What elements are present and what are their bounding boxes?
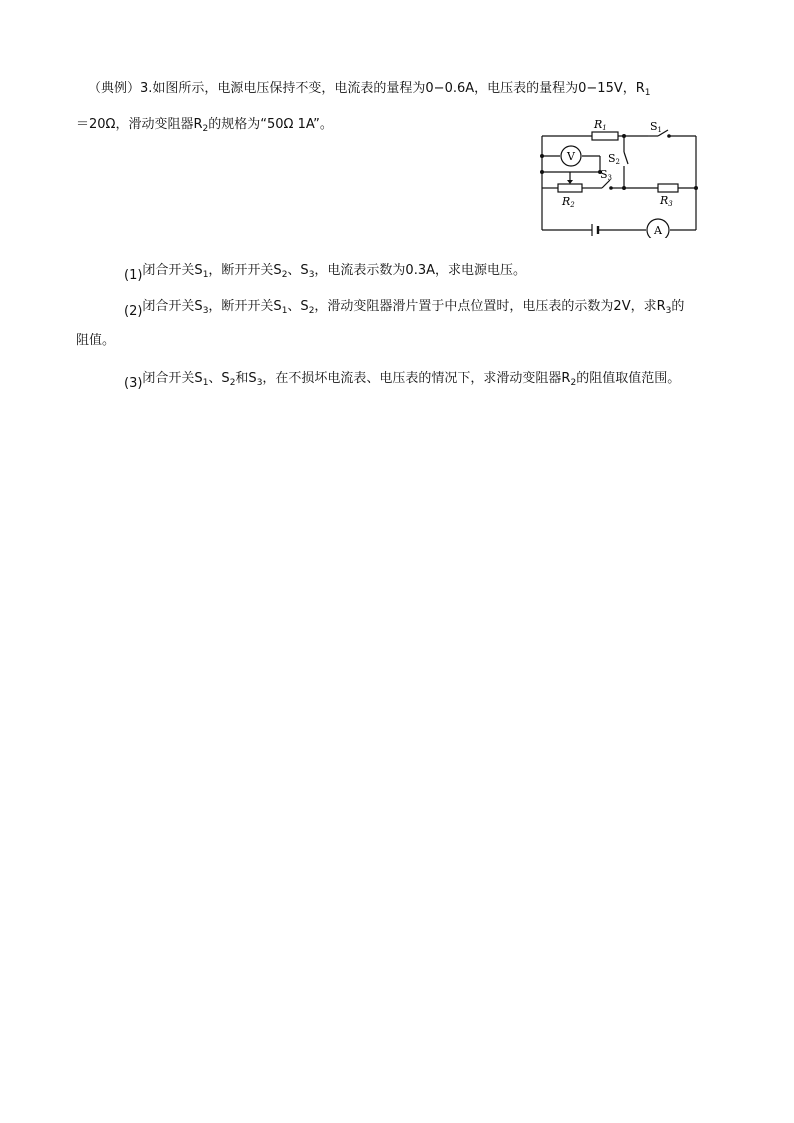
problem-text: ＝20Ω，滑动变阻器R <box>76 117 203 132</box>
problem-line-2 <box>76 116 333 138</box>
question-number: (3) <box>124 376 143 391</box>
problem-line-1 <box>88 80 651 102</box>
subscript: 1 <box>202 378 209 388</box>
question-3 <box>124 370 680 393</box>
question-text: ，在不损坏电流表、电压表的情况下，求滑动变阻器R <box>262 371 571 386</box>
question-2-continuation <box>76 332 115 350</box>
question-text: 闭合开关S <box>142 263 203 278</box>
subscript: 2 <box>308 306 315 316</box>
resistor-r1 <box>592 132 618 140</box>
question-text: ，断开开关S <box>208 263 282 278</box>
question-1 <box>124 262 526 285</box>
r2-label: R2 <box>562 195 575 209</box>
question-2 <box>124 298 684 321</box>
problem-text: （典例）3.如图所示，电源电压保持不变，电流表的量程为0−0.6A，电压表的量程为0−15V，R <box>88 81 645 96</box>
r3-label: R3 <box>660 194 673 208</box>
question-number: (2) <box>124 304 143 319</box>
r1-label: R1 <box>594 120 607 132</box>
question-text: 闭合开关S <box>142 299 203 314</box>
voltmeter-label: V <box>567 150 575 163</box>
subscript: 2 <box>570 378 577 388</box>
question-text: ，滑动变阻器滑片置于中点位置时，电压表的示数为2V，求R <box>314 299 666 314</box>
subscript: 3 <box>202 306 209 316</box>
question-text: 的阻值取值范围。 <box>576 371 681 386</box>
question-text: ，电流表示数为0.3A，求电源电压。 <box>314 263 526 278</box>
question-text: 、S <box>287 299 309 314</box>
subscript: 3 <box>665 306 672 316</box>
question-number: (1) <box>124 268 143 283</box>
subscript: 1 <box>202 270 209 280</box>
subscript: 1 <box>644 88 651 98</box>
subscript: 1 <box>281 306 288 316</box>
question-text: ，断开开关S <box>208 299 282 314</box>
subscript: 3 <box>308 270 315 280</box>
resistor-r3 <box>658 184 678 192</box>
rheostat-r2 <box>558 184 582 192</box>
subscript: 2 <box>229 378 236 388</box>
question-text: 和S <box>235 371 257 386</box>
subscript: 2 <box>202 124 209 134</box>
question-text: 阻值。 <box>76 333 116 348</box>
question-text: 、S <box>208 371 230 386</box>
slider-arrow-icon <box>567 180 573 184</box>
subscript: 2 <box>281 270 288 280</box>
s3-label: S3 <box>600 168 613 182</box>
circuit-diagram <box>536 120 706 238</box>
ammeter-label: A <box>654 224 662 237</box>
problem-text: 的规格为“50Ω 1A”。 <box>208 117 333 132</box>
s1-label: S1 <box>650 120 663 134</box>
subscript: 3 <box>256 378 263 388</box>
question-text: 闭合开关S <box>142 371 203 386</box>
question-text: 、S <box>287 263 309 278</box>
question-text: 的 <box>671 299 685 314</box>
s2-label: S2 <box>608 152 621 166</box>
